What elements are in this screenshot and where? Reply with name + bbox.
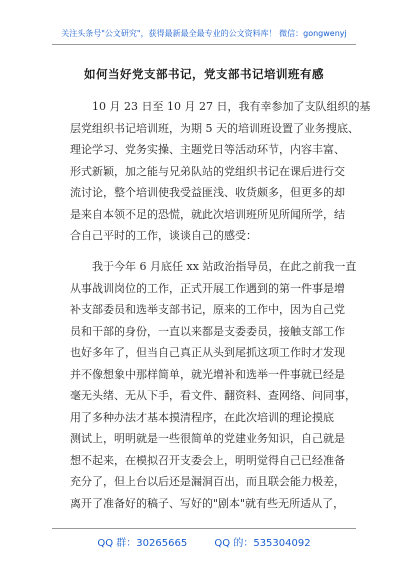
paragraph-line: 是来自本领不足的恐慌，就此次培训班所见所闻所学，结 [70,207,345,221]
header-banner[interactable]: 关注头条号"公文研究"，获得最新最全最专业的公文资料库！ 微信：gongwenyj [61,29,347,38]
paragraph-1 [70,96,371,247]
paragraph-line: 流讨论，整个培训使我受益匪浅、收货颇多，但更多的却 [70,186,345,199]
paragraph-2 [70,256,357,514]
paragraph-line: 补支部委员和选举支部书记，原来的工作中，因为自己党 [70,303,345,316]
header-divider [52,44,356,45]
footer-divider [52,528,356,529]
footer-qq-contact[interactable]: QQ 的：535304092 [214,538,311,549]
paragraph-line: 充分了，但上台以后还是漏洞百出，而且联会能力极差， [70,475,345,488]
paragraph-line: 形式新颖，加之能与兄弟队站的党组织书记在课后进行交 [70,164,345,178]
paragraph-line: 从事战训岗位的工作，正式开展工作遇到的第一件事是增 [70,281,345,295]
paragraph-line: 并不像想象中那样简单，就光增补和选举一件事就已经是 [70,367,345,381]
paragraph-line: 我于今年 6 月底任 xx 站政治指导员，在此之前我一直 [92,260,357,273]
footer [0,534,408,549]
footer-qq-group[interactable]: QQ 群：30265665 [97,538,188,549]
paragraph-line: 想不起来，在模拟召开支委会上，明明觉得自己已经准备 [70,453,345,467]
paragraph-line: 测试上，明明就是一些很简单的党建业务知识，自己就是 [70,432,345,445]
paragraph-line: 离开了准备好的稿子、写好的"剧本"就有些无所适从了， [70,496,345,510]
paragraph-line: 10 月 23 日至 10 月 27 日，我有幸参加了支队组织的基 [92,100,371,113]
paragraph-line: 层党组织书记培训班，为期 5 天的培训班设置了业务搜底、 [70,121,359,135]
paragraph-line: 合自己平时的工作，谈谈自己的感受： [70,229,257,242]
paragraph-line: 毫无头绪、无从下手，看文件、翻资料、查网络、问同事， [70,389,356,402]
paragraph-line: 理论学习、党务实操、主题党日等活动环节，内容丰富、 [70,143,345,156]
document-title: 如何当好党支部书记，党支部书记培训班有感 [84,67,324,81]
paragraph-line: 员和干部的身份，一直以来都是支委委员，接触支部工作 [70,324,345,338]
paragraph-line: 用了多种办法才基本摸清程序，在此次培训的理论摸底 [70,410,334,424]
paragraph-line: 也好多年了，但当自己真正从头到尾抓这项工作时才发现 [70,346,345,359]
